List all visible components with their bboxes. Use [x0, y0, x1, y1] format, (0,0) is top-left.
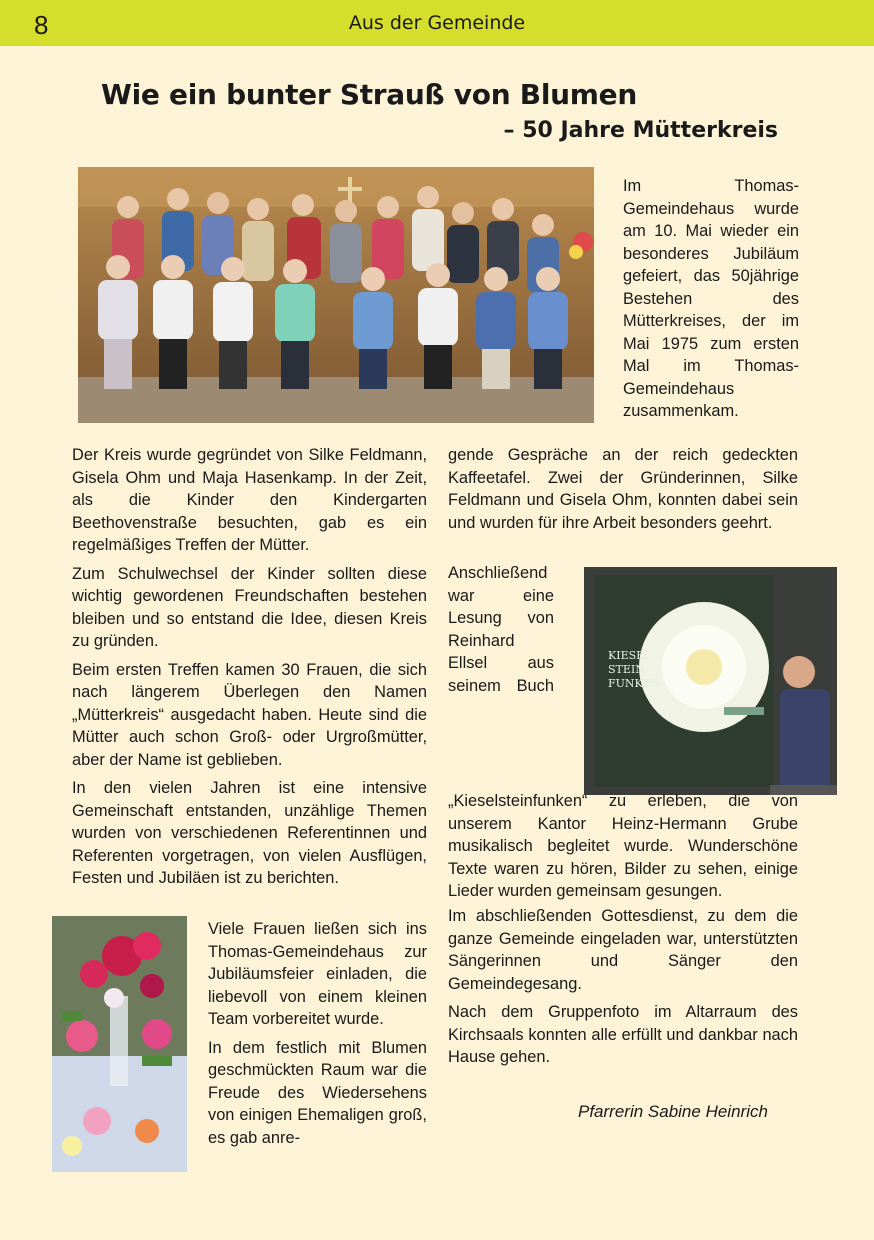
group-photo — [78, 167, 594, 423]
page-number: 8 — [34, 10, 49, 40]
article-subtitle: – 50 Jahre Mütterkreis — [503, 118, 778, 143]
right-bottom-text — [448, 905, 798, 1075]
reading-text — [448, 562, 798, 903]
section-title: Aus der Gemeinde — [348, 12, 526, 34]
book-cover-text-2: STEIN — [608, 663, 645, 676]
book-cover-text-3: FUNKEN — [608, 677, 661, 690]
article-title: Wie ein bunter Strauß von Blumen — [101, 78, 637, 111]
paragraph: Anschließend war eine Lesung von Reinhard Ellsel aus seinem Buch „Kieselsteinfunken“ zu erleben, die von unserem Kantor Heinz-Hermann Grube musikalisch begleitet wurde. Wunderschöne Texte waren zu hören, Bilder zu sehen, einige Lieder wurden gemeinsam gesungen. — [448, 564, 798, 900]
intro-text: Im Thomas-Gemeindehaus wurde am 10. Mai wieder ein besonderes Jubiläum gefeiert, das 50jährige Bestehen des Mütterkreises, der im Mai 1975 zum ersten Mal im Thomas-Gemeindehaus zusammenkam. — [623, 177, 799, 420]
page-header — [0, 0, 874, 46]
paragraph: Viele Frauen ließen sich ins Thomas-Gemeindehaus zur Jubiläumsfeier einladen, die liebevoll von einem kleinen Team vorbereitet wurde. — [208, 920, 427, 1028]
paragraph: Beim ersten Treffen kamen 30 Frauen, die sich nach längerem Überlegen den Namen „Mütterkreis“ ausgedacht haben. Heute sind die Mütter auch schon Groß- oder Urgroßmütter, aber der Name ist geblieben. — [72, 660, 427, 769]
flowers-photo — [52, 916, 187, 1172]
paragraph: Zum Schulwechsel der Kinder sollten diese wichtig gewordenen Freundschaften bestehen bleiben und so entstand die Idee, diesen Kreis zu gründen. — [72, 564, 427, 650]
float-spacer — [562, 562, 798, 790]
paragraph: In dem festlich mit Blumen geschmückten Raum war die Freude des Wiedersehens von einigen Ehemaligen groß, es gab anre- — [208, 1038, 427, 1147]
paragraph: Im abschließenden Gottesdienst, zu dem die ganze Gemeinde eingeladen war, unterstützten Sängerinnen und Sänger den Gemeindegesang. — [448, 907, 798, 993]
paragraph: In den vielen Jahren ist eine intensive Gemeinschaft entstanden, unzählige Themen wurden von verschiedenen Referentinnen und Referenten vorgetragen, von vielen Ausflügen, Festen und Jubiläen ist zu berichten. — [72, 779, 427, 887]
flower-column-text — [208, 918, 427, 1155]
signature: Pfarrerin Sabine Heinrich — [578, 1102, 768, 1121]
left-column-text — [72, 444, 427, 896]
paragraph: Der Kreis wurde gegründet von Silke Feldmann, Gisela Ohm und Maja Hasenkamp. In der Zeit, als die Kinder den Kindergarten Beethovenstraße besuchten, gab es ein regelmäßiges Treffen der Mütter. — [72, 446, 427, 554]
right-top-text: gende Gespräche an der reich gedeckten Kaffeetafel. Zwei der Gründerinnen, Silke Feldmann und Gisela Ohm, konnten dabei sein und wurden für ihre Arbeit besonders geehrt. — [448, 446, 798, 532]
paragraph: Nach dem Gruppenfoto im Altarraum des Kirchsaals konnten alle erfüllt und dankbar nach Hause gehen. — [448, 1003, 798, 1066]
book-cover-text-1: KIESEL — [608, 649, 652, 662]
